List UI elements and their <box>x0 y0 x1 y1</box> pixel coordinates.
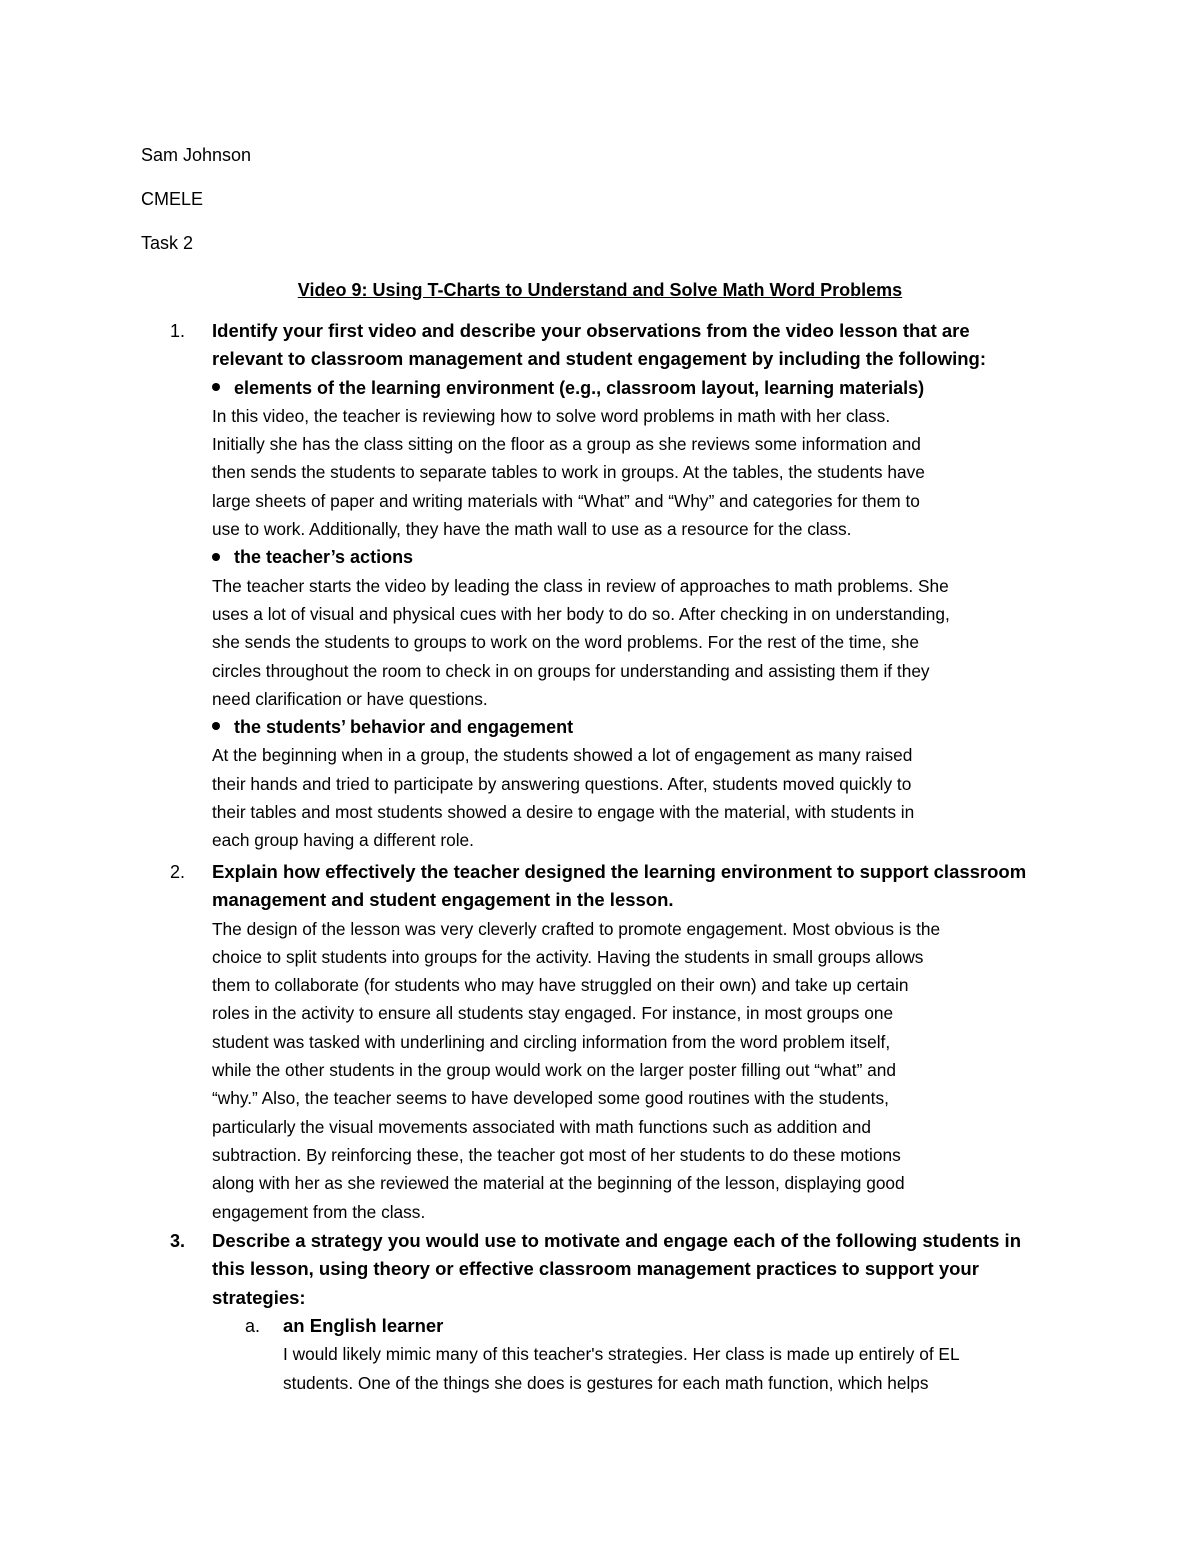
answer-line: large sheets of paper and writing materials with “What” and “Why” and categories for them to <box>212 490 920 511</box>
answer-line: subtraction. By reinforcing these, the teacher got most of her students to do these motions <box>212 1144 901 1165</box>
question-number: 2. <box>170 862 186 882</box>
answer-line: I would likely mimic many of this teacher's strategies. Her class is made up entirely of EL <box>283 1344 960 1365</box>
question-number: 3. <box>170 1231 186 1251</box>
answer-line: she sends the students to groups to work on the word problems. For the rest of the time, she <box>212 632 919 653</box>
answer-line: them to collaborate (for students who may have struggled on their own) and take up certain <box>212 975 909 996</box>
question-text-line: Explain how effectively the teacher designed the learning environment to support classroom <box>212 861 1027 882</box>
answer-line: use to work. Additionally, they have the math wall to use as a resource for the class. <box>212 519 852 540</box>
answer-line: each group having a different role. <box>212 830 474 851</box>
answer-line: then sends the students to separate tables to work in groups. At the tables, the students have <box>212 462 925 483</box>
answer-line: students. One of the things she does is gestures for each math function, which helps <box>283 1372 929 1393</box>
answer-line: circles throughout the room to check in on groups for understanding and assisting them if they <box>212 660 930 681</box>
answer-line: The design of the lesson was very cleverly crafted to promote engagement. Most obvious is the <box>212 918 941 939</box>
answer-line: their hands and tried to participate by answering questions. After, students moved quickly to <box>212 773 912 794</box>
bullet-heading: the students’ behavior and engagement <box>212 713 1092 741</box>
document-title: Video 9: Using T-Charts to Understand and Solve Math Word Problems <box>297 280 903 300</box>
question-text-line: management and student engagement in the lesson. <box>212 889 674 911</box>
answer-line: uses a lot of visual and physical cues with her body to do so. After checking in on understanding, <box>212 603 950 624</box>
question-text-line: this lesson, using theory or effective classroom management practices to support your <box>212 1258 979 1280</box>
question-text-line: Identify your first video and describe your observations from the video lesson that are <box>212 320 970 341</box>
answer-line: “why.” Also, the teacher seems to have developed some good routines with the students, <box>212 1088 889 1109</box>
answer-line: engagement from the class. <box>212 1201 426 1222</box>
question-2 <box>170 858 1092 1226</box>
answer-line: In this video, the teacher is reviewing how to solve word problems in math with her class. <box>212 405 891 426</box>
answer-line: while the other students in the group would work on the larger poster filling out “what” and <box>212 1060 896 1081</box>
answer-line: At the beginning when in a group, the students showed a lot of engagement as many raised <box>212 745 913 766</box>
author-name: Sam Johnson <box>141 145 252 165</box>
bullet-icon <box>212 383 220 391</box>
answer-line: roles in the activity to ensure all students stay engaged. For instance, in most groups one <box>212 1003 894 1024</box>
question-number: 1. <box>170 321 186 341</box>
subitem-letter: a. <box>245 1316 261 1336</box>
answer-line: along with her as she reviewed the material at the beginning of the lesson, displaying good <box>212 1173 905 1194</box>
bullet-heading: the teacher’s actions <box>212 543 1092 571</box>
answer-line: Initially she has the class sitting on the floor as a group as she reviews some information and <box>212 434 921 455</box>
bullet-heading: elements of the learning environment (e.g., classroom layout, learning materials) <box>212 374 1092 402</box>
subitem-heading: an English learner <box>283 1315 444 1336</box>
question-text-line: Describe a strategy you would use to motivate and engage each of the following students in <box>212 1230 1021 1251</box>
task-label: Task 2 <box>141 233 194 253</box>
subitem-a <box>245 1312 1083 1397</box>
question-text-line: relevant to classroom management and student engagement by including the following: <box>212 348 987 370</box>
answer-line: The teacher starts the video by leading the class in review of approaches to math problems. She <box>212 575 949 596</box>
question-text-line: strategies: <box>212 1286 306 1308</box>
answer-line: need clarification or have questions. <box>212 688 488 709</box>
bullet-icon <box>212 553 220 561</box>
answer-line: their tables and most students showed a desire to engage with the material, with students in <box>212 802 915 823</box>
course-name: CMELE <box>141 189 204 209</box>
answer-line: choice to split students into groups for the activity. Having the students in small groups allows <box>212 946 924 967</box>
bullet-icon <box>212 722 220 730</box>
answer-line: particularly the visual movements associated with math functions such as addition and <box>212 1116 871 1137</box>
question-1 <box>170 317 1092 855</box>
answer-line: student was tasked with underlining and circling information from the word problem itself, <box>212 1031 891 1052</box>
question-3 <box>170 1227 1092 1312</box>
